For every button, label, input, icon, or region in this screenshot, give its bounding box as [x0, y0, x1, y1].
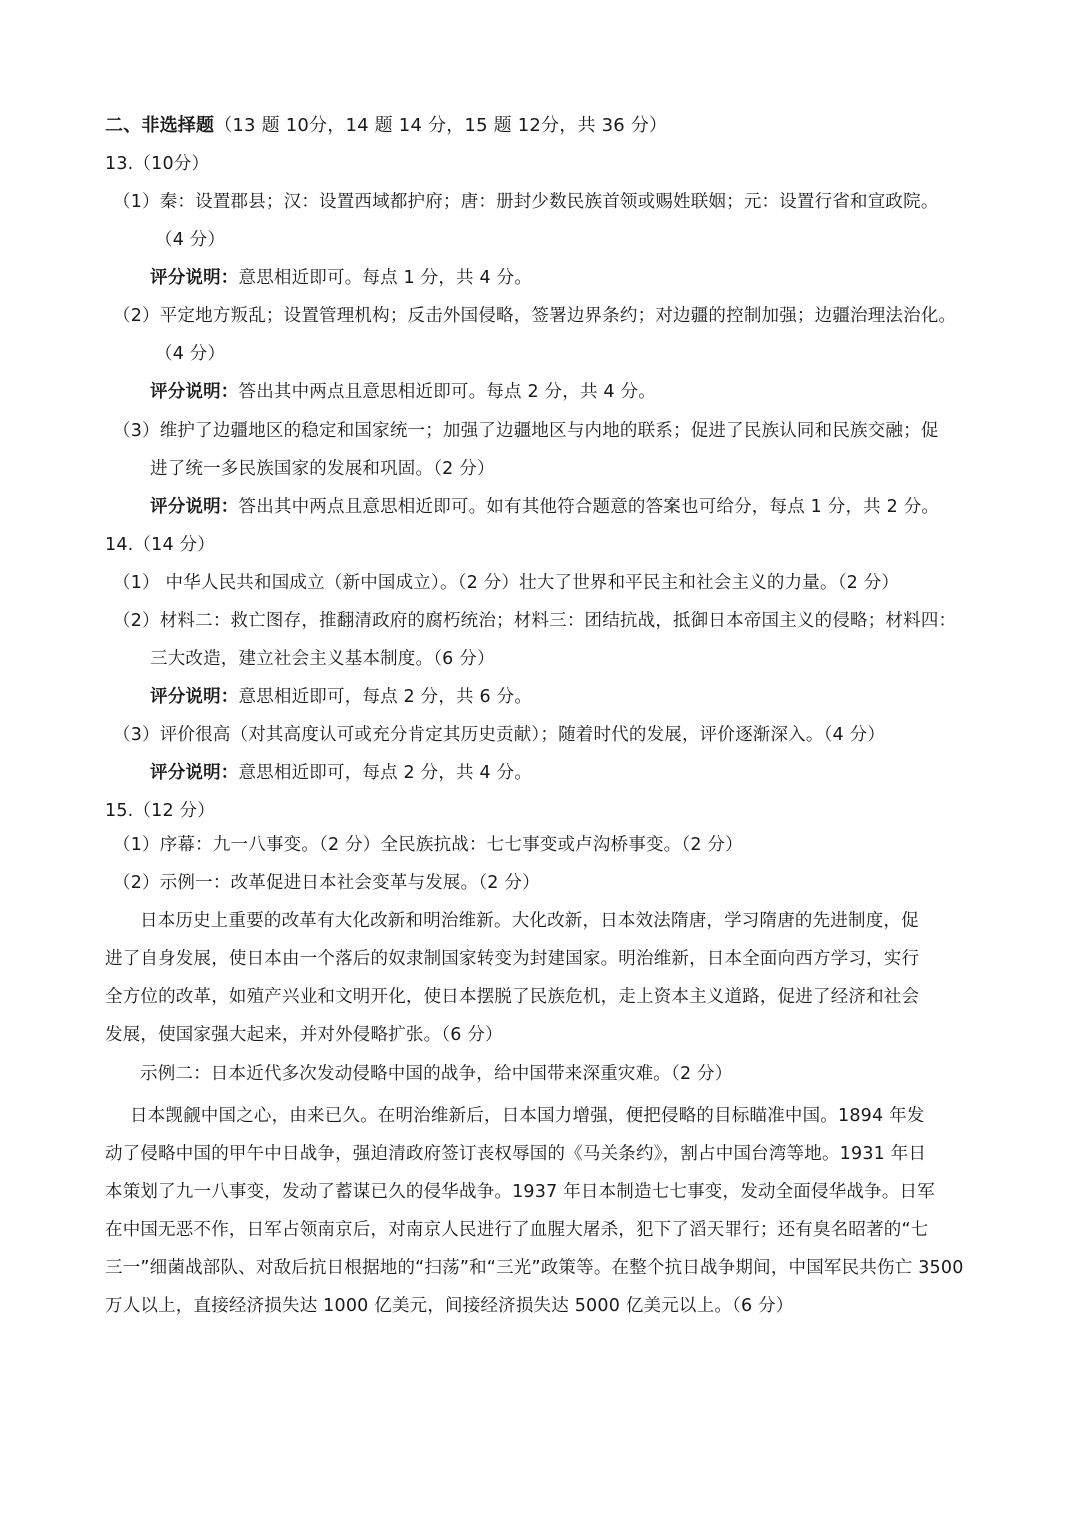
q13-part3-scoring-note — [150, 495, 939, 519]
scoring-note-label: 评分说明： — [150, 763, 239, 783]
q13-part3-line2: 进了统一多民族国家的发展和巩固。（2 分） — [150, 459, 495, 479]
scoring-note-text: 意思相近即可。每点 1 分，共 4 分。 — [238, 268, 533, 288]
q14-part1: （1） 中华人民共和国成立（新中国成立）。（2 分）壮大了世界和平民主和社会主义的力量。（2 分） — [113, 573, 900, 593]
q14-part2-line1: （2）材料二：救亡图存，推翻清政府的腐朽统治；材料三：团结抗战，抵御日本帝国主义的侵略；材料四： — [113, 611, 957, 631]
q15-example1-line3: 全方位的改革，如殖产兴业和文明开化，使日本摆脱了民族危机，走上资本主义道路，促进了经济和社会 — [105, 987, 920, 1007]
q15-example2-line2: 动了侵略中国的甲午中日战争，强迫清政府签订丧权辱国的《马关条约》，割占中国台湾等地。1931 年日 — [105, 1144, 927, 1164]
scoring-note-text: 意思相近即可，每点 2 分，共 6 分。 — [238, 687, 533, 707]
q15-part1: （1）序幕：九一八事变。（2 分）全民族抗战：七七事变或卢沟桥事变。（2 分） — [113, 835, 743, 855]
q14-part3-scoring-note — [150, 761, 532, 785]
q13-part1-scoring-note — [150, 266, 532, 290]
scoring-note-text: 意思相近即可，每点 2 分，共 4 分。 — [238, 763, 533, 783]
q13-title: 13.（10分） — [105, 154, 210, 174]
q15-example2-title: 示例二：日本近代多次发动侵略中国的战争，给中国带来深重灾难。（2 分） — [140, 1064, 733, 1084]
scoring-note-label: 评分说明： — [150, 382, 239, 402]
q13-part1: （1）秦：设置郡县；汉：设置西域都护府；唐：册封少数民族首领或赐姓联姻；元：设置行省和宣政院。 — [113, 192, 939, 212]
q13-part2: （2）平定地方叛乱；设置管理机构；反击外国侵略，签署边界条约；对边疆的控制加强；边疆治理法治化。 — [113, 306, 957, 326]
scoring-note-label: 评分说明： — [150, 268, 239, 288]
q15-example2-line4: 在中国无恶不作，日军占领南京后，对南京人民进行了血腥大屠杀，犯下了滔天罪行；还有臭名昭著的“七 — [105, 1220, 929, 1240]
q14-part2-line2: 三大改造，建立社会主义基本制度。（6 分） — [150, 649, 495, 669]
q15-example2-line5: 三一”细菌战部队、对敌后抗日根据地的“扫荡”和“三光”政策等。在整个抗日战争期间，中国军民共伤亡 3500 — [105, 1258, 964, 1278]
q15-example2-line3: 本策划了九一八事变，发动了蓄谋已久的侵华战争。1937 年日本制造七七事变，发动全面侵华战争。日军 — [105, 1182, 935, 1202]
q13-part3-line1: （3）维护了边疆地区的稳定和国家统一；加强了边疆地区与内地的联系；促进了民族认同和民族交融；促 — [113, 421, 939, 441]
q14-part2-scoring-note — [150, 685, 532, 709]
q15-example2-line1: 日本觊觎中国之心，由来已久。在明治维新后，日本国力增强，便把侵略的目标瞄准中国。1894 年发 — [130, 1106, 925, 1126]
q15-example1-line4: 发展，使国家强大起来，并对外侵略扩张。（6 分） — [105, 1025, 503, 1045]
q13-part1-score: （4 分） — [155, 230, 226, 250]
q15-example1-line1: 日本历史上重要的改革有大化改新和明治维新。大化改新，日本效法隋唐，学习隋唐的先进制度，促 — [140, 911, 919, 931]
q14-title: 14.（14 分） — [105, 535, 215, 555]
q15-example2-line6: 万人以上，直接经济损失达 1000 亿美元，间接经济损失达 5000 亿美元以上。（6 分） — [105, 1296, 794, 1316]
section-scores: （13 题 10分，14 题 14 分，15 题 12分，共 36 分） — [214, 115, 668, 136]
scoring-note-label: 评分说明： — [150, 687, 239, 707]
q15-title: 15.（12 分） — [105, 801, 215, 821]
scoring-note-text: 答出其中两点且意思相近即可。每点 2 分，共 4 分。 — [238, 382, 656, 402]
q15-part2: （2）示例一：改革促进日本社会变革与发展。（2 分） — [113, 873, 540, 893]
scoring-note-text: 答出其中两点且意思相近即可。如有其他符合题意的答案也可给分，每点 1 分，共 2 分。 — [238, 497, 940, 517]
q13-part2-scoring-note — [150, 380, 656, 404]
section-title: 二、非选择题 — [105, 115, 215, 136]
q14-part3: （3）评价很高（对其高度认可或充分肯定其历史贡献）；随着时代的发展，评价逐渐深入。（4 分） — [113, 725, 886, 745]
section-header — [105, 114, 667, 138]
scoring-note-label: 评分说明： — [150, 497, 239, 517]
q15-example1-line2: 进了自身发展，使日本由一个落后的奴隶制国家转变为封建国家。明治维新，日本全面向西方学习，实行 — [105, 949, 920, 969]
q13-part2-score: （4 分） — [155, 344, 226, 364]
